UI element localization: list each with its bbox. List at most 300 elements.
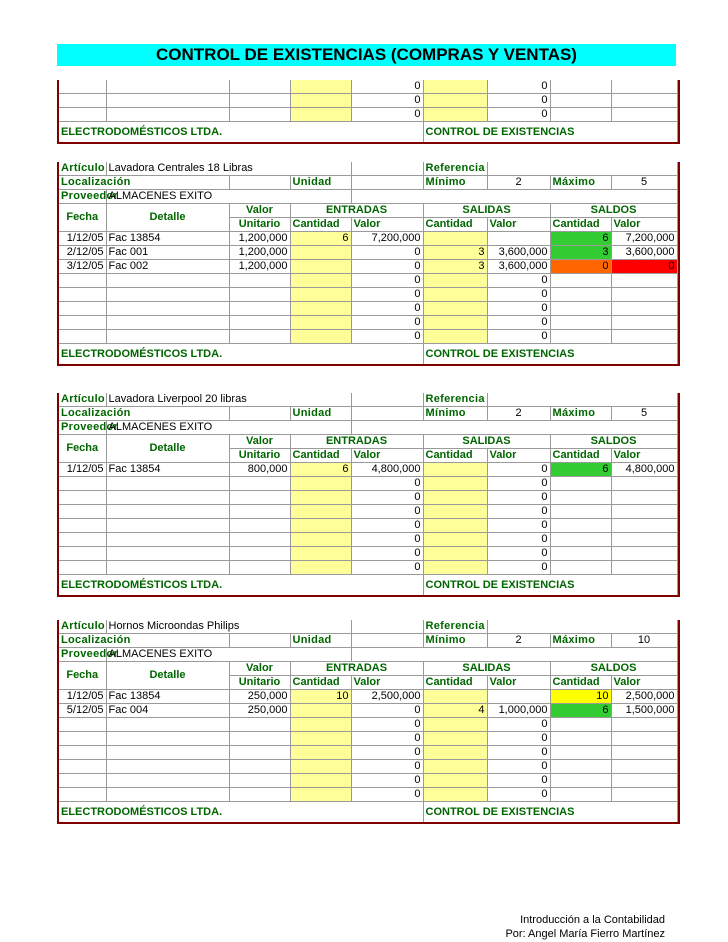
detail-cell[interactable]: [106, 561, 229, 575]
cell[interactable]: [290, 80, 351, 94]
table-row: [58, 80, 677, 94]
entry-value[interactable]: 0: [351, 108, 423, 122]
exit-qty-cell[interactable]: [423, 718, 487, 732]
detail-cell[interactable]: [106, 316, 229, 330]
exit-qty-cell[interactable]: [423, 505, 487, 519]
detail-cell[interactable]: Fac 004: [106, 704, 229, 718]
date-cell[interactable]: [58, 302, 106, 316]
date-cell[interactable]: 3/12/05: [58, 260, 106, 274]
balance-value-cell[interactable]: [611, 519, 677, 533]
label-minimo: Mínimo: [423, 634, 487, 648]
exit-qty-cell[interactable]: [423, 330, 487, 344]
unit-value-cell[interactable]: [229, 519, 290, 533]
cell[interactable]: [611, 108, 677, 122]
stock-card-3: [57, 620, 680, 824]
detail-cell[interactable]: [106, 477, 229, 491]
date-cell[interactable]: [58, 547, 106, 561]
detail-cell[interactable]: [106, 491, 229, 505]
cell[interactable]: [58, 108, 106, 122]
unit-value-cell[interactable]: 250,000: [229, 690, 290, 704]
detail-cell[interactable]: [106, 760, 229, 774]
table-row: [58, 547, 677, 561]
entry-qty-cell[interactable]: [290, 260, 351, 274]
detail-cell[interactable]: [106, 732, 229, 746]
detail-cell[interactable]: Fac 13854: [106, 232, 229, 246]
detail-cell[interactable]: [106, 746, 229, 760]
date-cell[interactable]: 1/12/05: [58, 463, 106, 477]
balance-qty-cell[interactable]: [550, 774, 611, 788]
exit-value-cell[interactable]: 0: [487, 788, 550, 802]
table-row: [58, 505, 677, 519]
detail-cell[interactable]: [106, 519, 229, 533]
entry-qty-cell[interactable]: [290, 561, 351, 575]
date-cell[interactable]: [58, 491, 106, 505]
entry-value[interactable]: 0: [351, 94, 423, 108]
balance-value-cell[interactable]: [611, 547, 677, 561]
balance-qty-cell[interactable]: [550, 330, 611, 344]
entry-value-cell[interactable]: 0: [351, 316, 423, 330]
entry-value-cell[interactable]: 0: [351, 533, 423, 547]
unit-value-cell[interactable]: [229, 288, 290, 302]
cell[interactable]: [229, 108, 290, 122]
unit-value-cell[interactable]: [229, 774, 290, 788]
maximum-value[interactable]: 5: [611, 176, 677, 190]
company-name: ELECTRODOMÉSTICOS LTDA.: [58, 344, 423, 366]
balance-qty-cell[interactable]: 3: [550, 246, 611, 260]
balance-value-cell[interactable]: [611, 718, 677, 732]
unit-value-cell[interactable]: [229, 316, 290, 330]
exit-qty-cell[interactable]: [423, 477, 487, 491]
entry-value-cell[interactable]: 0: [351, 788, 423, 802]
date-cell[interactable]: [58, 477, 106, 491]
unit-value-cell[interactable]: [229, 533, 290, 547]
cell[interactable]: [58, 94, 106, 108]
exit-value-cell[interactable]: 0: [487, 718, 550, 732]
exit-value-cell[interactable]: 3,600,000: [487, 260, 550, 274]
balance-value-cell[interactable]: 3,600,000: [611, 246, 677, 260]
entry-qty-cell[interactable]: [290, 274, 351, 288]
table-row: [58, 519, 677, 533]
entry-qty-cell[interactable]: [290, 547, 351, 561]
entry-value-cell[interactable]: 7,200,000: [351, 232, 423, 246]
table-row: [58, 718, 677, 732]
entry-qty-cell[interactable]: [290, 505, 351, 519]
unit-value-cell[interactable]: [229, 732, 290, 746]
date-cell[interactable]: 2/12/05: [58, 246, 106, 260]
exit-value-cell[interactable]: 0: [487, 547, 550, 561]
exit-value-cell[interactable]: 0: [487, 316, 550, 330]
date-cell[interactable]: [58, 505, 106, 519]
entry-qty-cell[interactable]: [290, 316, 351, 330]
balance-value-cell[interactable]: [611, 533, 677, 547]
entry-value-cell[interactable]: 0: [351, 547, 423, 561]
entry-qty-cell[interactable]: 6: [290, 463, 351, 477]
exit-qty-cell[interactable]: [423, 533, 487, 547]
detail-cell[interactable]: [106, 274, 229, 288]
minimum-value[interactable]: 2: [487, 634, 550, 648]
exit-value-cell[interactable]: 0: [487, 302, 550, 316]
entry-value-cell[interactable]: 0: [351, 760, 423, 774]
detail-cell[interactable]: [106, 547, 229, 561]
exit-value-cell[interactable]: 0: [487, 746, 550, 760]
balance-qty-cell[interactable]: [550, 505, 611, 519]
exit-value-cell[interactable]: 1,000,000: [487, 704, 550, 718]
label-unidad: Unidad: [290, 407, 351, 421]
exit-qty-cell[interactable]: [423, 274, 487, 288]
article-name[interactable]: Lavadora Centrales 18 Libras: [106, 162, 351, 176]
exit-qty-cell[interactable]: [423, 760, 487, 774]
balance-value-cell[interactable]: [611, 746, 677, 760]
exit-qty-cell[interactable]: [423, 288, 487, 302]
cell[interactable]: [106, 94, 229, 108]
minimum-value[interactable]: 2: [487, 176, 550, 190]
table-row: [58, 746, 677, 760]
balance-value-cell[interactable]: [611, 330, 677, 344]
cell[interactable]: [106, 108, 229, 122]
unit-value-cell[interactable]: [229, 491, 290, 505]
entry-qty-cell[interactable]: [290, 288, 351, 302]
date-cell[interactable]: [58, 732, 106, 746]
balance-value-cell[interactable]: [611, 288, 677, 302]
date-cell[interactable]: [58, 774, 106, 788]
exit-value-cell[interactable]: 0: [487, 774, 550, 788]
entry-value-cell[interactable]: 0: [351, 519, 423, 533]
header-valor: Valor: [229, 662, 290, 676]
unit-value-cell[interactable]: [229, 718, 290, 732]
detail-cell[interactable]: [106, 505, 229, 519]
cell[interactable]: [611, 94, 677, 108]
unit-value-cell[interactable]: [229, 477, 290, 491]
table-row: [58, 288, 677, 302]
header-valor: Valor: [229, 204, 290, 218]
entry-value-cell[interactable]: 0: [351, 246, 423, 260]
unit-value-cell[interactable]: 1,200,000: [229, 232, 290, 246]
label-referencia: Referencia: [423, 162, 487, 176]
entry-qty-cell[interactable]: 10: [290, 690, 351, 704]
entry-value-cell[interactable]: 0: [351, 288, 423, 302]
table-row: [58, 690, 677, 704]
entry-value-cell[interactable]: 0: [351, 505, 423, 519]
exit-qty-cell[interactable]: [423, 316, 487, 330]
balance-qty-cell[interactable]: 6: [550, 463, 611, 477]
detail-cell[interactable]: [106, 330, 229, 344]
cell[interactable]: [550, 80, 611, 94]
balance-qty-cell[interactable]: [550, 561, 611, 575]
balance-value-cell[interactable]: [611, 788, 677, 802]
entry-value-cell[interactable]: 0: [351, 774, 423, 788]
entry-value[interactable]: 0: [351, 80, 423, 94]
balance-value-cell[interactable]: [611, 774, 677, 788]
detail-cell[interactable]: [106, 533, 229, 547]
balance-value-cell[interactable]: [611, 316, 677, 330]
unit-value-cell[interactable]: [229, 505, 290, 519]
exit-qty-cell[interactable]: [423, 232, 487, 246]
unit-value-cell[interactable]: [229, 330, 290, 344]
exit-qty-cell[interactable]: [423, 690, 487, 704]
exit-value-cell[interactable]: 0: [487, 463, 550, 477]
table-row: [58, 788, 677, 802]
detail-cell[interactable]: Fac 001: [106, 246, 229, 260]
entry-value-cell[interactable]: 0: [351, 732, 423, 746]
entry-value-cell[interactable]: 0: [351, 302, 423, 316]
exit-qty-cell[interactable]: [423, 463, 487, 477]
balance-qty-cell[interactable]: 10: [550, 690, 611, 704]
unit-value-cell[interactable]: [229, 760, 290, 774]
entry-qty-cell[interactable]: [290, 491, 351, 505]
detail-cell[interactable]: Fac 13854: [106, 690, 229, 704]
unit-value-cell[interactable]: [229, 302, 290, 316]
balance-value-cell[interactable]: 1,500,000: [611, 704, 677, 718]
section-title: CONTROL DE EXISTENCIAS: [423, 575, 677, 597]
exit-value-cell[interactable]: 0: [487, 477, 550, 491]
entry-qty-cell[interactable]: [290, 330, 351, 344]
unit-value-cell[interactable]: 250,000: [229, 704, 290, 718]
header-unitario: Unitario: [229, 449, 290, 463]
supplier-name[interactable]: ALMACENES EXITO: [106, 190, 351, 204]
balance-value-cell[interactable]: [611, 302, 677, 316]
exit-value-cell[interactable]: 3,600,000: [487, 246, 550, 260]
header-exit-value: Valor: [487, 676, 550, 690]
entry-qty-cell[interactable]: 6: [290, 232, 351, 246]
balance-value-cell[interactable]: [611, 477, 677, 491]
cell[interactable]: [58, 80, 106, 94]
header-detalle: Detalle: [106, 662, 229, 690]
detail-cell[interactable]: [106, 788, 229, 802]
balance-qty-cell[interactable]: [550, 760, 611, 774]
unit-value-cell[interactable]: [229, 788, 290, 802]
balance-qty-cell[interactable]: [550, 477, 611, 491]
article-name[interactable]: Hornos Microondas Philips: [106, 620, 351, 634]
entry-qty-cell[interactable]: [290, 704, 351, 718]
balance-value-cell[interactable]: [611, 760, 677, 774]
balance-qty-cell[interactable]: [550, 491, 611, 505]
label-proveedor: Proveedor: [58, 190, 106, 204]
exit-qty-cell[interactable]: [423, 746, 487, 760]
unit-value-cell[interactable]: [229, 547, 290, 561]
entry-qty-cell[interactable]: [290, 246, 351, 260]
date-cell[interactable]: [58, 533, 106, 547]
detail-cell[interactable]: Fac 002: [106, 260, 229, 274]
exit-value-cell[interactable]: 0: [487, 491, 550, 505]
entry-value-cell[interactable]: 0: [351, 718, 423, 732]
exit-value[interactable]: 0: [487, 94, 550, 108]
header-detalle: Detalle: [106, 435, 229, 463]
date-cell[interactable]: 5/12/05: [58, 704, 106, 718]
header-exit-qty: Cantidad: [423, 676, 487, 690]
header-entry-value: Valor: [351, 449, 423, 463]
detail-cell[interactable]: [106, 774, 229, 788]
balance-value-cell[interactable]: [611, 491, 677, 505]
balance-value-cell[interactable]: [611, 505, 677, 519]
entry-qty-cell[interactable]: [290, 302, 351, 316]
entry-value-cell[interactable]: 4,800,000: [351, 463, 423, 477]
date-cell[interactable]: [58, 288, 106, 302]
exit-value-cell[interactable]: 0: [487, 760, 550, 774]
cell[interactable]: [290, 108, 351, 122]
balance-value-cell[interactable]: [611, 561, 677, 575]
table-row: [58, 232, 677, 246]
exit-qty-cell[interactable]: [423, 491, 487, 505]
exit-value-cell[interactable]: 0: [487, 519, 550, 533]
entry-qty-cell[interactable]: [290, 760, 351, 774]
label-referencia: Referencia: [423, 393, 487, 407]
balance-qty-cell[interactable]: [550, 533, 611, 547]
date-cell[interactable]: [58, 788, 106, 802]
header-exit-value: Valor: [487, 218, 550, 232]
exit-qty-cell[interactable]: [423, 732, 487, 746]
entry-value-cell[interactable]: 0: [351, 330, 423, 344]
cell[interactable]: [229, 94, 290, 108]
balance-qty-cell[interactable]: [550, 746, 611, 760]
balance-qty-cell[interactable]: [550, 519, 611, 533]
balance-value-cell[interactable]: 4,800,000: [611, 463, 677, 477]
unit-value-cell[interactable]: 800,000: [229, 463, 290, 477]
cell[interactable]: [550, 108, 611, 122]
date-cell[interactable]: [58, 519, 106, 533]
balance-qty-cell[interactable]: [550, 788, 611, 802]
entry-value-cell[interactable]: 0: [351, 477, 423, 491]
table-row: [58, 760, 677, 774]
exit-qty-cell[interactable]: [423, 547, 487, 561]
label-maximo: Máximo: [550, 176, 611, 190]
entry-qty-cell[interactable]: [290, 774, 351, 788]
exit-qty-cell[interactable]: [423, 774, 487, 788]
balance-value-cell[interactable]: 0: [611, 260, 677, 274]
date-cell[interactable]: 1/12/05: [58, 690, 106, 704]
detail-cell[interactable]: [106, 718, 229, 732]
exit-value-cell[interactable]: 0: [487, 288, 550, 302]
exit-value-cell[interactable]: 0: [487, 330, 550, 344]
balance-value-cell[interactable]: 7,200,000: [611, 232, 677, 246]
balance-qty-cell[interactable]: [550, 732, 611, 746]
exit-qty-cell[interactable]: [423, 788, 487, 802]
exit-value-cell[interactable]: 0: [487, 561, 550, 575]
exit-qty-cell[interactable]: 3: [423, 260, 487, 274]
balance-value-cell[interactable]: [611, 274, 677, 288]
balance-qty-cell[interactable]: [550, 547, 611, 561]
table-row: [58, 732, 677, 746]
exit-qty-cell[interactable]: 3: [423, 246, 487, 260]
balance-qty-cell[interactable]: [550, 718, 611, 732]
date-cell[interactable]: [58, 760, 106, 774]
cell[interactable]: [611, 80, 677, 94]
balance-qty-cell[interactable]: 6: [550, 704, 611, 718]
date-cell[interactable]: [58, 316, 106, 330]
cell[interactable]: [423, 94, 487, 108]
company-name: ELECTRODOMÉSTICOS LTDA.: [58, 802, 423, 824]
table-row: [58, 774, 677, 788]
supplier-name[interactable]: ALMACENES EXITO: [106, 648, 351, 662]
date-cell[interactable]: [58, 718, 106, 732]
section-title: CONTROL DE EXISTENCIAS: [423, 122, 677, 144]
unit-value-cell[interactable]: 1,200,000: [229, 260, 290, 274]
unit-value-cell[interactable]: 1,200,000: [229, 246, 290, 260]
balance-qty-cell[interactable]: [550, 316, 611, 330]
table-row: [58, 108, 677, 122]
balance-qty-cell[interactable]: 6: [550, 232, 611, 246]
unit-value-cell[interactable]: [229, 746, 290, 760]
header-salidas: SALIDAS: [423, 435, 550, 449]
cell[interactable]: [106, 80, 229, 94]
exit-qty-cell[interactable]: [423, 519, 487, 533]
exit-value-cell[interactable]: 0: [487, 505, 550, 519]
table-row: [58, 561, 677, 575]
cell[interactable]: [423, 80, 487, 94]
header-balance-qty: Cantidad: [550, 676, 611, 690]
exit-value[interactable]: 0: [487, 80, 550, 94]
balance-qty-cell[interactable]: [550, 288, 611, 302]
entry-qty-cell[interactable]: [290, 788, 351, 802]
exit-qty-cell[interactable]: [423, 561, 487, 575]
detail-cell[interactable]: [106, 288, 229, 302]
detail-cell[interactable]: [106, 302, 229, 316]
date-cell[interactable]: [58, 561, 106, 575]
date-cell[interactable]: [58, 274, 106, 288]
unit-value-cell[interactable]: [229, 274, 290, 288]
entry-value-cell[interactable]: 0: [351, 491, 423, 505]
cell[interactable]: [229, 80, 290, 94]
unit-value-cell[interactable]: [229, 561, 290, 575]
date-cell[interactable]: [58, 330, 106, 344]
header-entry-qty: Cantidad: [290, 676, 351, 690]
cell[interactable]: [290, 94, 351, 108]
detail-cell[interactable]: Fac 13854: [106, 463, 229, 477]
entry-value-cell[interactable]: 0: [351, 260, 423, 274]
date-cell[interactable]: [58, 746, 106, 760]
exit-value-cell[interactable]: [487, 232, 550, 246]
entry-value-cell[interactable]: 0: [351, 561, 423, 575]
header-detalle: Detalle: [106, 204, 229, 232]
exit-qty-cell[interactable]: 4: [423, 704, 487, 718]
minimum-value[interactable]: 2: [487, 407, 550, 421]
cell[interactable]: [423, 108, 487, 122]
exit-value-cell[interactable]: 0: [487, 274, 550, 288]
balance-value-cell[interactable]: [611, 732, 677, 746]
header-fecha: Fecha: [58, 204, 106, 232]
balance-qty-cell[interactable]: [550, 274, 611, 288]
header-exit-value: Valor: [487, 449, 550, 463]
exit-value[interactable]: 0: [487, 108, 550, 122]
entry-value-cell[interactable]: 2,500,000: [351, 690, 423, 704]
date-cell[interactable]: 1/12/05: [58, 232, 106, 246]
article-name[interactable]: Lavadora Liverpool 20 libras: [106, 393, 351, 407]
exit-qty-cell[interactable]: [423, 302, 487, 316]
entry-qty-cell[interactable]: [290, 718, 351, 732]
exit-value-cell[interactable]: 0: [487, 732, 550, 746]
exit-value-cell[interactable]: [487, 690, 550, 704]
label-proveedor: Proveedor: [58, 648, 106, 662]
cell[interactable]: [550, 94, 611, 108]
maximum-value[interactable]: 10: [611, 634, 677, 648]
entry-qty-cell[interactable]: [290, 732, 351, 746]
balance-value-cell[interactable]: 2,500,000: [611, 690, 677, 704]
entry-qty-cell[interactable]: [290, 533, 351, 547]
entry-value-cell[interactable]: 0: [351, 274, 423, 288]
entry-value-cell[interactable]: 0: [351, 704, 423, 718]
company-name: ELECTRODOMÉSTICOS LTDA.: [58, 122, 423, 144]
balance-qty-cell[interactable]: [550, 302, 611, 316]
entry-value-cell[interactable]: 0: [351, 746, 423, 760]
supplier-name[interactable]: ALMACENES EXITO: [106, 421, 351, 435]
maximum-value[interactable]: 5: [611, 407, 677, 421]
table-row: [58, 246, 677, 260]
entry-qty-cell[interactable]: [290, 519, 351, 533]
balance-qty-cell[interactable]: 0: [550, 260, 611, 274]
entry-qty-cell[interactable]: [290, 477, 351, 491]
entry-qty-cell[interactable]: [290, 746, 351, 760]
header-saldos: SALDOS: [550, 204, 677, 218]
exit-value-cell[interactable]: 0: [487, 533, 550, 547]
